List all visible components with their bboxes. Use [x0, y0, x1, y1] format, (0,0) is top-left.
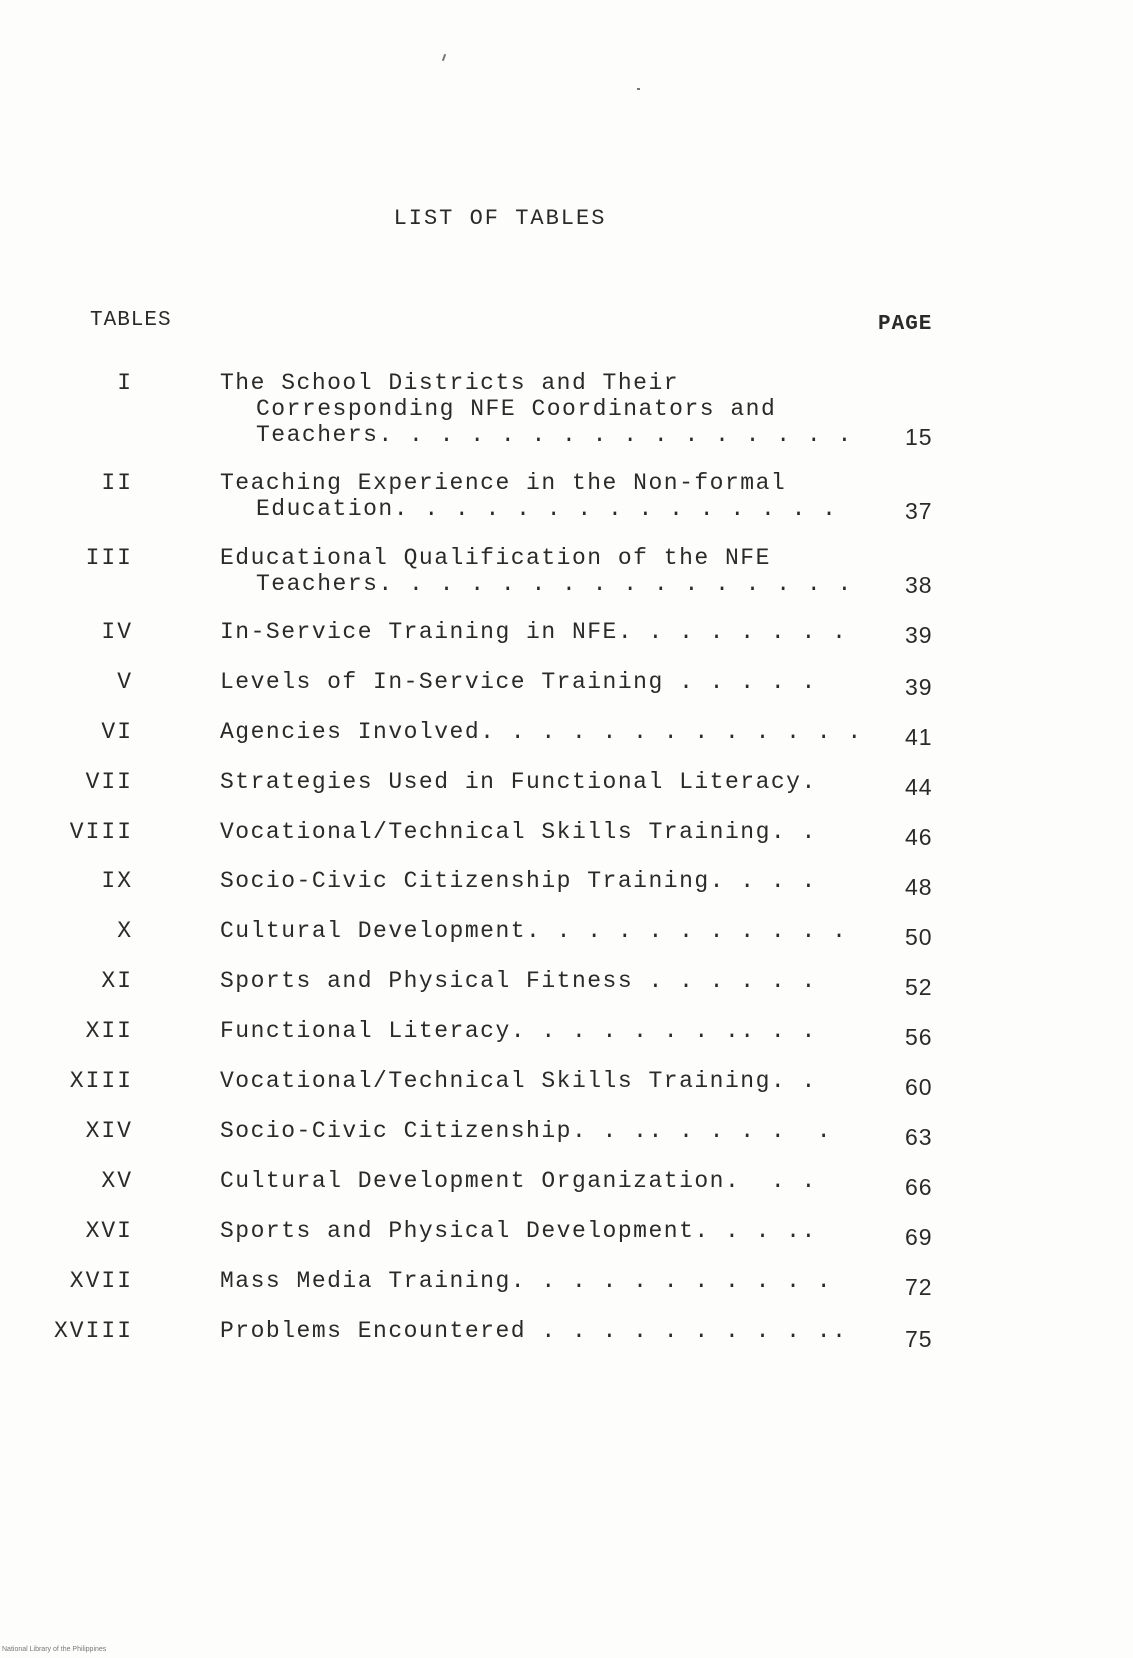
- table-entry-title: [220, 1218, 860, 1244]
- page-number: 52: [905, 974, 933, 1000]
- table-number: XVIII: [53, 1318, 133, 1344]
- table-number: X: [117, 918, 133, 944]
- table-entry-title: [220, 1118, 860, 1144]
- table-entry-title: [220, 470, 860, 522]
- page-number: 56: [905, 1024, 933, 1050]
- entry-line: Cultural Development Organization. . .: [220, 1168, 817, 1194]
- entry-line: Socio-Civic Citizenship Training. . . .: [220, 868, 817, 894]
- entry-line: Levels of In-Service Training . . . . .: [220, 669, 817, 695]
- table-number: VIII: [69, 819, 133, 845]
- table-number: XI: [101, 968, 133, 994]
- page-number: 46: [905, 824, 933, 850]
- entry-line: Cultural Development. . . . . . . . . . .: [220, 918, 848, 944]
- table-entry-title: [220, 819, 860, 845]
- entry-line: Sports and Physical Development. . . ..: [220, 1218, 817, 1244]
- table-entry-title: [220, 669, 860, 695]
- table-entry-title: [220, 1068, 860, 1094]
- scan-speck: [637, 88, 640, 90]
- table-entry-title: [220, 918, 860, 944]
- table-entry-title: [220, 1268, 860, 1294]
- entry-line: The School Districts and Their: [220, 370, 680, 396]
- table-number: XVI: [85, 1218, 133, 1244]
- table-number: XII: [85, 1018, 133, 1044]
- page-number: 44: [905, 774, 933, 800]
- table-entry-title: [220, 1318, 860, 1344]
- footer-text: National Library of the Philippines: [2, 1646, 107, 1653]
- table-entry-title: [220, 545, 860, 597]
- table-number: III: [85, 545, 133, 571]
- page-number: 69: [905, 1224, 933, 1250]
- page-number: 75: [905, 1326, 933, 1352]
- page-number: 37: [905, 498, 933, 524]
- entry-line: Problems Encountered . . . . . . . . . ..: [220, 1318, 848, 1344]
- entry-line: Education. . . . . . . . . . . . . . .: [256, 496, 838, 522]
- page-number: 38: [905, 572, 933, 598]
- page-number: 50: [905, 924, 933, 950]
- entry-line: In-Service Training in NFE. . . . . . . .: [220, 619, 848, 645]
- table-entry-title: [220, 1018, 860, 1044]
- table-number: XV: [101, 1168, 133, 1194]
- entry-line: Teaching Experience in the Non-formal: [220, 470, 787, 496]
- table-number: XIII: [69, 1068, 133, 1094]
- table-entry-title: [220, 769, 860, 795]
- page-number: 72: [905, 1274, 933, 1300]
- page-number: 66: [905, 1174, 933, 1200]
- entry-line: Strategies Used in Functional Literacy.: [220, 769, 817, 795]
- page-number: 41: [905, 724, 933, 750]
- table-number: VII: [85, 769, 133, 795]
- entry-line: Corresponding NFE Coordinators and: [256, 396, 777, 422]
- page-number: 39: [905, 622, 933, 648]
- table-number: I: [117, 370, 133, 396]
- entry-line: Agencies Involved. . . . . . . . . . . . .: [220, 719, 863, 745]
- entry-line: Sports and Physical Fitness . . . . . .: [220, 968, 817, 994]
- table-number: VI: [101, 719, 133, 745]
- table-number: XIV: [85, 1118, 133, 1144]
- entry-line: Vocational/Technical Skills Training. .: [220, 1068, 817, 1094]
- page-number: 60: [905, 1074, 933, 1100]
- entry-line: Mass Media Training. . . . . . . . . . .: [220, 1268, 833, 1294]
- entry-line: Educational Qualification of the NFE: [220, 545, 771, 571]
- page-number: 63: [905, 1124, 933, 1150]
- table-number: XVII: [69, 1268, 133, 1294]
- table-entry-title: [220, 968, 860, 994]
- entry-line: Functional Literacy. . . . . . . .. . .: [220, 1018, 817, 1044]
- entry-line: Socio-Civic Citizenship. . .. . . . . .: [220, 1118, 833, 1144]
- table-entry-title: [220, 619, 860, 645]
- entry-line: Vocational/Technical Skills Training. .: [220, 819, 817, 845]
- table-entry-title: [220, 868, 860, 894]
- scan-speck: [442, 54, 446, 61]
- page-number: 48: [905, 874, 933, 900]
- table-number: II: [101, 470, 133, 496]
- table-number: IV: [101, 619, 133, 645]
- page-number: 15: [905, 424, 933, 450]
- tables-column-header: TABLES: [90, 309, 172, 332]
- table-entry-title: [220, 719, 863, 745]
- entry-line: Teachers. . . . . . . . . . . . . . . .: [256, 571, 853, 597]
- table-number: V: [117, 669, 133, 695]
- table-number: IX: [101, 868, 133, 894]
- page-number: 39: [905, 674, 933, 700]
- page-title: LIST OF TABLES: [393, 206, 607, 231]
- page-column-header: PAGE: [878, 313, 933, 336]
- table-entry-title: [220, 370, 860, 448]
- entry-line: Teachers. . . . . . . . . . . . . . . .: [256, 422, 853, 448]
- table-entry-title: [220, 1168, 860, 1194]
